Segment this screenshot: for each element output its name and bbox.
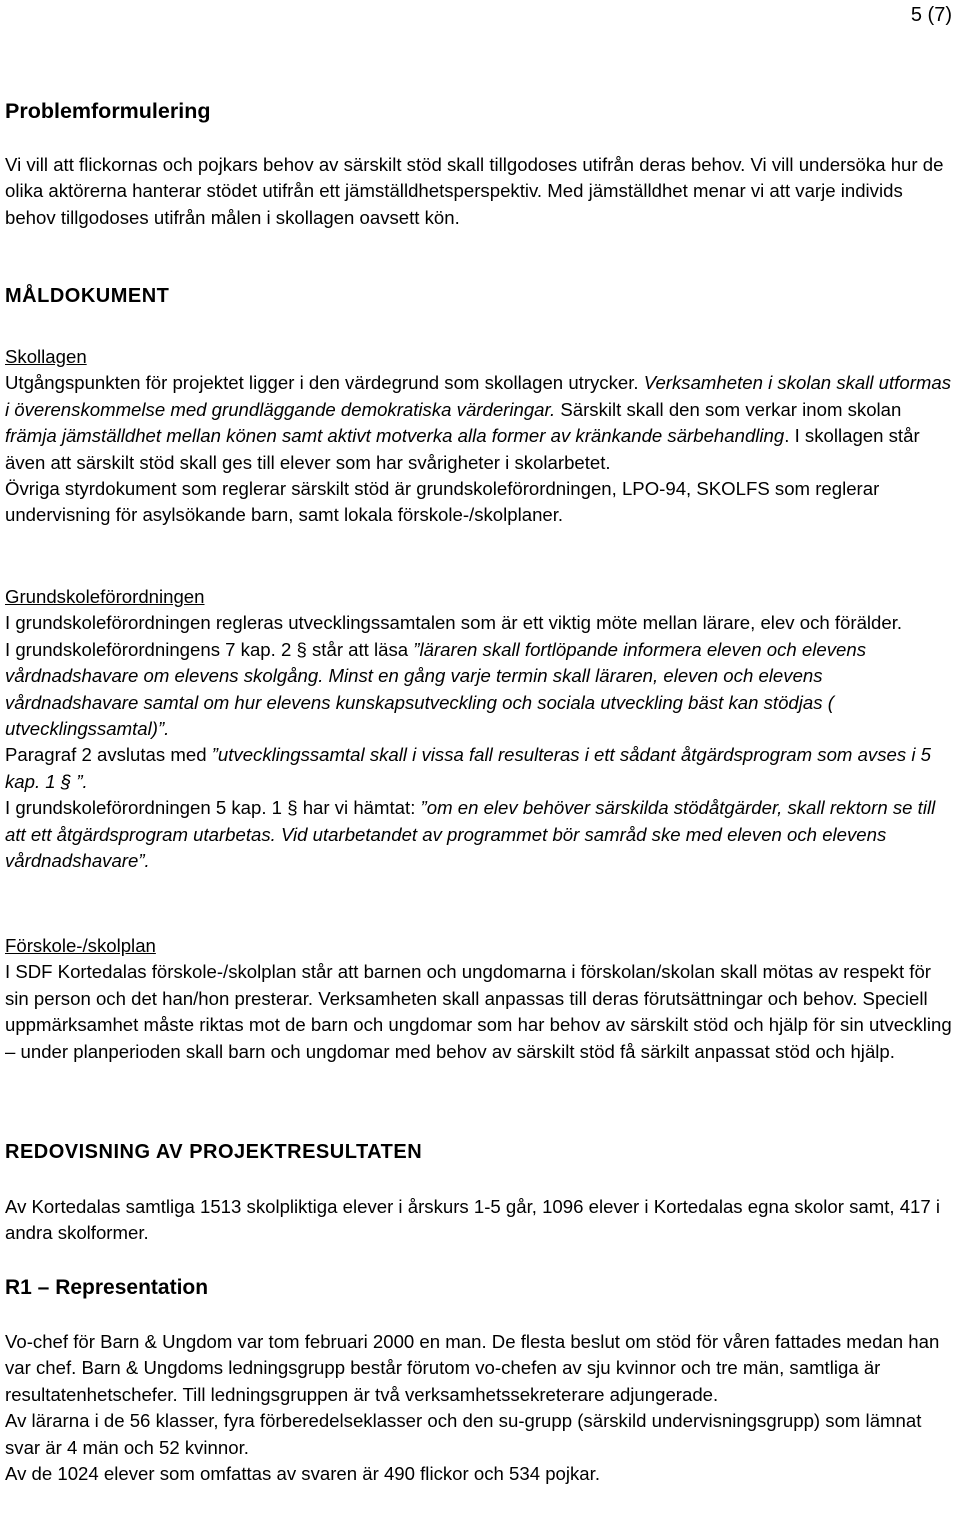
subheading-forskole-skolplan: Förskole-/skolplan (5, 935, 156, 956)
heading-maldokument: MÅLDOKUMENT (5, 285, 170, 307)
problem-text: Vi vill att flickornas och pojkars behov av särskilt stöd skall tillgodoses utifrån deras behov. Vi vill undersöka hur de olika aktörerna hanterar stödet utifrån ett jämställdhetsperspektiv. Med jämställdhet menar vi att varje individs behov tillgodoses utifrån målen i skollagen oavsett kön. (5, 154, 944, 228)
subheading-skollagen: Skollagen (5, 346, 87, 367)
r1-paragraph-2: Av lärarna i de 56 klasser, fyra förberedelseklasser och den su-grupp (särskild undervisningsgrupp) som lämnat svar är 4 män och 52 kvinnor. (5, 1410, 922, 1458)
grundskole-line-2: I grundskoleförordningens 7 kap. 2 § står att läsa ”läraren skall fortlöpande informera eleven och elevens vårdnadshavare om elevens skolgång. Minst en gång varje termin skall läraren, eleven och elevens vårdnadshavare samtal om hur elevens kunskapsutveckling och sociala utveckling bäst kan stödjas ( utvecklingssamtal)”. (5, 638, 867, 740)
grundskole-line-4: I grundskoleförordningen 5 kap. 1 § har vi hämtat: ”om en elev behöver särskilda stödåtgärder, skall rektorn se till att ett åtgärdsprogram utarbetas. Vid utarbetandet av programmet bör samråd ske med eleven och elevens vårdnadshavare”. (5, 797, 936, 872)
section-forskole-skolplan (5, 933, 955, 1065)
styrdokument-text: Övriga styrdokument som reglerar särskilt stöd är grundskoleförordningen, LPO-94, SKOLFS som reglerar undervisning för asylsökande barn, samt lokala förskole-/skolplaner. (5, 478, 880, 526)
grundskole-line-1: I grundskoleförordningen regleras utvecklingssamtalen som är ett viktig möte mellan lärare, elev och förälder. (5, 612, 903, 634)
subheading-grundskoleforordningen: Grundskoleförordningen (5, 586, 205, 607)
forskole-text: I SDF Kortedalas förskole-/skolplan står att barnen och ungdomarna i förskolan/skolan skall mötas av respekt för sin person och det han/hon presterar. Verksamheten skall anpassas till deras förutsättningar och behov. Speciell uppmärksamhet måste riktas mot de barn och ungdomar som har behov av särskilt stöd och hjälp för sin utveckling – under planperioden skall barn och ungdomar med behov av särskilt stöd få särkilt anpassat stöd och hjälp. (5, 961, 952, 1062)
r1-paragraph-3: Av de 1024 elever som omfattas av svaren är 490 flickor och 534 pojkar. (5, 1463, 600, 1485)
heading-r1-representation: R1 – Representation (5, 1276, 209, 1299)
section-grundskoleforordningen (5, 584, 955, 874)
redovisning-text: Av Kortedalas samtliga 1513 skolpliktiga elever i årskurs 1-5 går, 1096 elever i Kortedalas egna skolor samt, 417 i andra skolformer. (5, 1196, 941, 1244)
page-number: 5 (7) (910, 4, 952, 26)
skollagen-text: Utgångspunkten för projektet ligger i den värdegrund som skollagen utrycker. Verksamheten i skolan skall utformas i överenskommelse med grundläggande demokratiska värderingar. Särskilt skall den som verkar inom skolan främja jämställdhet mellan könen samt aktivt motverka alla former av kränkande särbehandling. I skollagen står även att särskilt stöd skall ges till elever som har svårigheter i skolarbetet. (5, 372, 952, 473)
section-skollagen (5, 344, 955, 529)
section-r1 (5, 1329, 955, 1487)
r1-paragraph-1: Vo-chef för Barn & Ungdom var tom februari 2000 en man. De flesta beslut om stöd för våren fattades medan han var chef. Barn & Ungdoms ledningsgrupp består förutom vo-chefen av sju kvinnor och tre män, samtliga är resultatenhetschefer. Till ledningsgruppen är två verksamhetssekreterare adjungerade. (5, 1331, 940, 1405)
heading-redovisning: REDOVISNING AV PROJEKTRESULTATEN (5, 1141, 423, 1163)
heading-problemformulering: Problemformulering (5, 99, 211, 123)
grundskole-line-3: Paragraf 2 avslutas med ”utvecklingssamtal skall i vissa fall resulteras i ett sådant åtgärdsprogram som avses i 5 kap. 1 § ”. (5, 744, 931, 792)
